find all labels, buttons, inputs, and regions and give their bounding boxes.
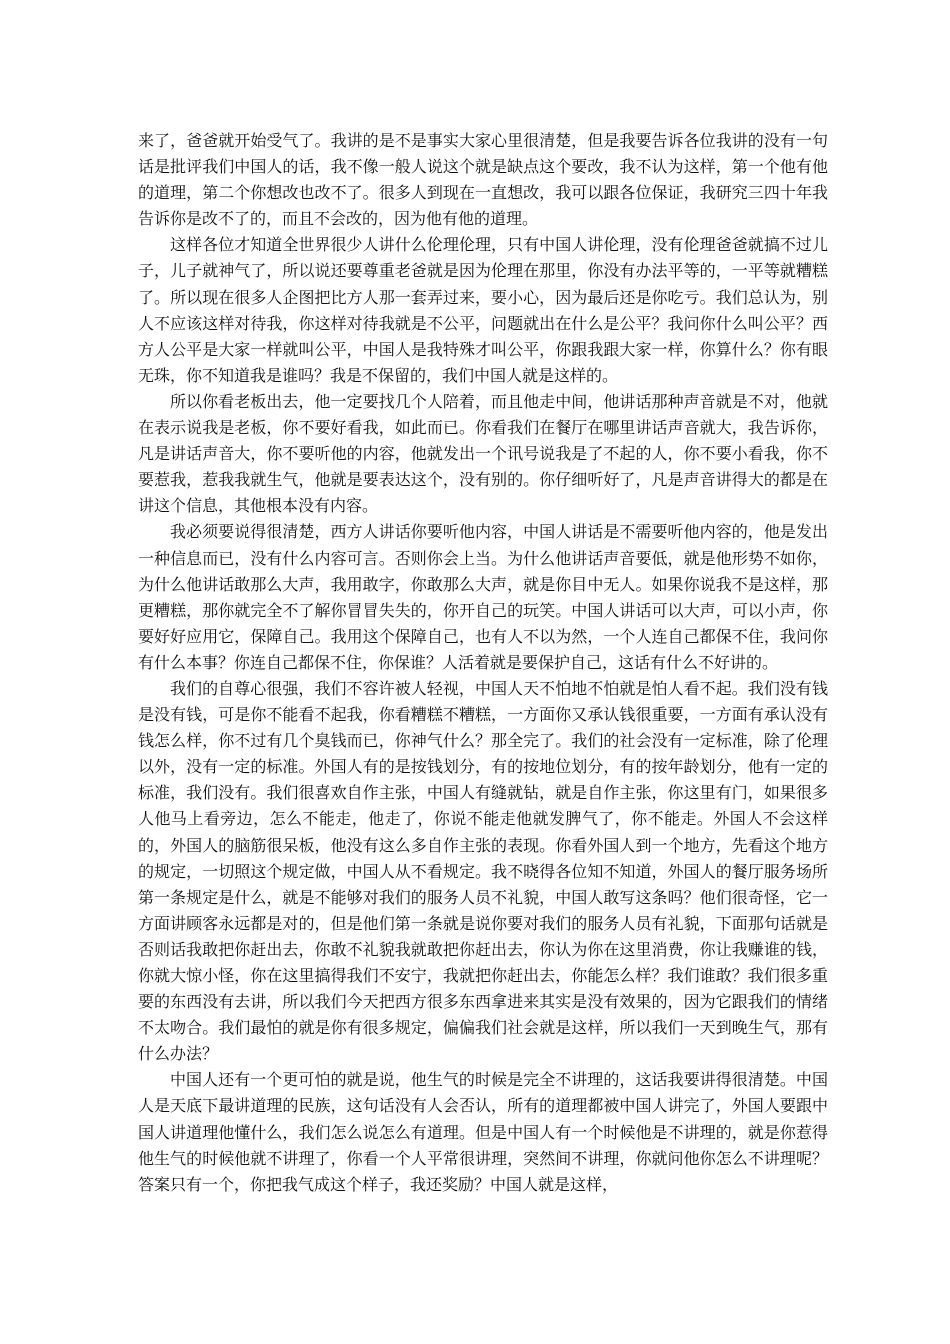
paragraph: 中国人还有一个更可怕的就是说，他生气的时候是完全不讲理的，这话我要讲得很清楚。中国人是天底下最讲道理的民族，这句话没有人会否认，所有的道理都被中国人讲完了，外国人要跟中国人讲道理他懂什么，我们怎么说怎么有道理。但是中国人有一个时候他是不讲理的，就是你惹得他生气的时候他就不讲理了，你看一个人平常很讲理，突然间不讲理，你就问他你怎么不讲理呢？答案只有一个，你把我气成这个样子，我还奖励？中国人就是这样， [138, 1070, 828, 1194]
paragraph: 我必须要说得很清楚，西方人讲话你要听他内容，中国人讲话是不需要听他内容的，他是发出一种信息而已，没有什么内容可言。否则你会上当。为什么他讲话声音要低，就是他形势不如你，为什么他讲话敢那么大声，我用敢字，你敢那么大声，就是你目中无人。如果你说我不是这样，那更糟糕，那你就完全不了解你冒冒失失的，你开自己的玩笑。中国人讲话可以大声，可以小声，你要好好应用它，保障自己。我用这个保障自己，也有人不以为然，一个人连自己都保不住，我问你有什么本事？你连自己都保不住，你保谁？人活着就是要保护自己，这话有什么不好讲的。 [138, 522, 828, 672]
paragraph: 我们的自尊心很强，我们不容许被人轻视，中国人天不怕地不怕就是怕人看不起。我们没有钱是没有钱，可是你不能看不起我，你看糟糕不糟糕，一方面你又承认钱很重要，一方面有承认没有钱怎么样，你不过有几个臭钱而已，你神气什么？那全完了。我们的社会没有一定标准，除了伦理以外，没有一定的标准。外国人有的是按钱划分，有的按地位划分，有的按年龄划分，他有一定的标准，我们没有。我们很喜欢自作主张，中国人有缝就钻，就是自作主张，你这里有门，如果很多人他马上看旁边，怎么不能走，他走了，你说不能走他就发脾气了，你不能走。外国人不会这样的，外国人的脑筋很呆板，他没有这么多自作主张的表现。你看外国人到一个地方，先看这个地方的规定，一切照这个规定做，中国人从不看规定。我不晓得各位知不知道，外国人的餐厅服务场所第一条规定是什么，就是不能够对我们的服务人员不礼貌，中国人敢写这条吗？他们很奇怪，它一方面讲顾客永远都是对的，但是他们第一条就是说你要对我们的服务人员有礼貌，下面那句话就是否则话我敢把你赶出去，你敢不礼貌我就敢把你赶出去，你认为你在这里消费，你让我赚谁的钱，你就大惊小怪，你在这里搞得我们不安宁，我就把你赶出去，你能怎么样？我们谁敢？我们很多重要的东西没有去讲，所以我们今天把西方很多东西拿进来其实是没有效果的，因为它跟我们的情绪不太吻合。我们最怕的就是你有很多规定，偏偏我们社会就是这样，所以我们一天到晚生气，那有什么办法？ [138, 678, 828, 1064]
document-body [138, 128, 828, 1198]
paragraph: 来了，爸爸就开始受气了。我讲的是不是事实大家心里很清楚，但是我要告诉各位我讲的没有一句话是批评我们中国人的话，我不像一般人说这个就是缺点这个要改，我不认为这样，第一个他有他的道理，第二个你想改也改不了。很多人到现在一直想改，我可以跟各位保证，我研究三四十年我告诉你是改不了的，而且不会改的，因为他有他的道理。 [138, 131, 828, 229]
paragraph: 这样各位才知道全世界很少人讲什么伦理伦理，只有中国人讲伦理，没有伦理爸爸就搞不过儿子，儿子就神气了，所以说还要尊重老爸就是因为伦理在那里，你没有办法平等的，一平等就糟糕了。所以现在很多人企图把比方人那一套弄过来，要小心，因为最后还是你吃亏。我们总认为，别人不应该这样对待我，你这样对待我就是不公平，问题就出在什么是公平？我问你什么叫公平？西方人公平是大家一样就叫公平，中国人是我特殊才叫公平，你跟我跟大家一样，你算什么？你有眼无珠，你不知道我是谁吗？我是不保留的，我们中国人就是这样的。 [138, 235, 828, 385]
paragraph: 所以你看老板出去，他一定要找几个人陪着，而且他走中间，他讲话那种声音就是不对，他就在表示说我是老板，你不要好看我，如此而已。你看我们在餐厅在哪里讲话声音就大，我告诉你，凡是讲话声音大，你不要听他的内容，他就发出一个讯号说我是了不起的人，你不要小看我，你不要惹我，惹我我就生气，他就是要表达这个，没有别的。你仔细听好了，凡是声音讲得大的都是在讲这个信息，其他根本没有内容。 [138, 391, 828, 516]
